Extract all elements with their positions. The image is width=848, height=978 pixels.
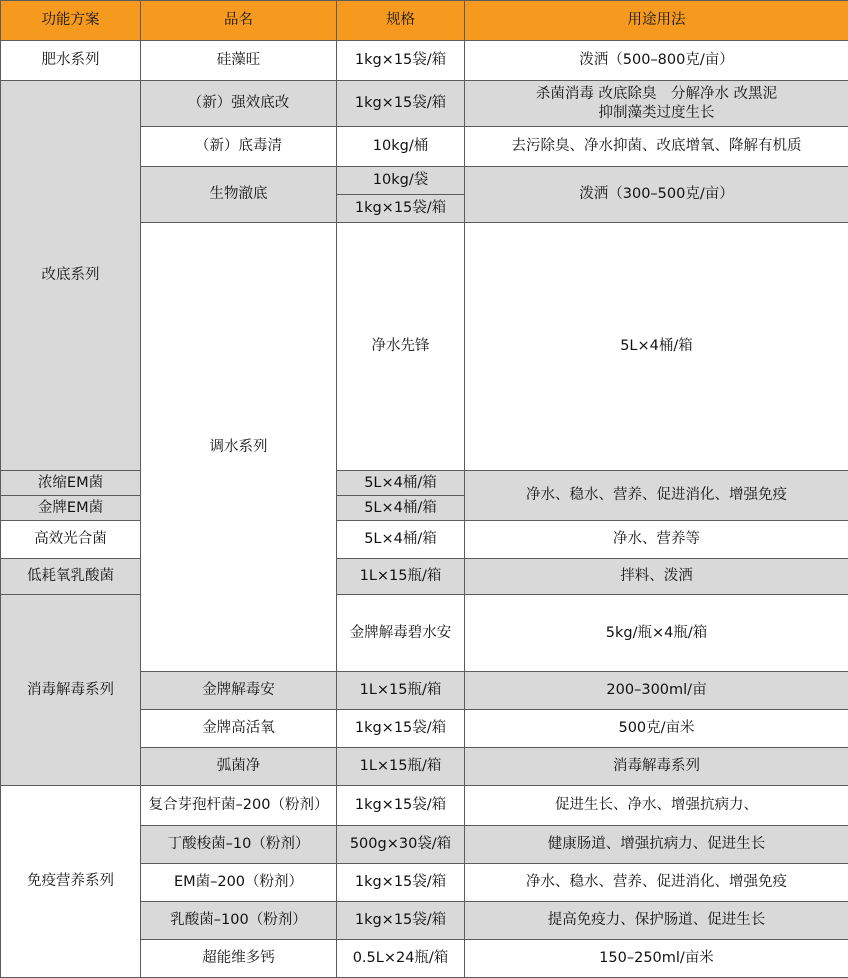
product-name: 复合芽孢杆菌–200（粉剂）	[141, 786, 337, 826]
product-usage: 净水、稳水、营养、促进消化、增强免疫	[465, 864, 848, 902]
product-name: （新）强效底改	[141, 81, 337, 127]
header-spec: 规格	[337, 1, 465, 41]
product-usage: 提高免疫力、保护肠道、促进生长	[465, 902, 848, 940]
product-spec: 1kg×15袋/箱	[337, 41, 465, 81]
product-name: 超能维多钙	[141, 940, 337, 978]
product-spec: 1kg×15袋/箱	[337, 81, 465, 127]
product-spec: 10kg/桶	[337, 127, 465, 167]
product-name: （新）底毒清	[141, 127, 337, 167]
product-usage: 净水、营养等	[465, 521, 848, 559]
product-spec: 1kg×15袋/箱	[337, 195, 465, 223]
table-row	[1, 786, 848, 826]
product-usage: 泼洒（500–800克/亩）	[465, 41, 848, 81]
product-usage: 健康肠道、增强抗病力、促进生长	[465, 826, 848, 864]
table-row	[1, 41, 848, 81]
table-row	[1, 521, 848, 559]
category-cell: 消毒解毒系列	[1, 595, 141, 786]
table-row	[1, 595, 848, 672]
product-name: 生物澈底	[141, 167, 337, 223]
product-name: 金牌高活氧	[141, 710, 337, 748]
product-name: 浓缩EM菌	[1, 471, 141, 496]
product-spec: 1L×15瓶/箱	[337, 559, 465, 595]
product-usage: 去污除臭、净水抑菌、改底增氧、降解有机质	[465, 127, 848, 167]
product-name: 丁酸梭菌–10（粉剂）	[141, 826, 337, 864]
header-name: 品名	[141, 1, 337, 41]
product-name: 净水先锋	[337, 223, 465, 471]
header-category: 功能方案	[1, 1, 141, 41]
table-row	[1, 559, 848, 595]
category-cell: 调水系列	[141, 223, 337, 672]
usage-line: 抑制藻类过度生长	[469, 104, 844, 123]
product-name: EM菌–200（粉剂）	[141, 864, 337, 902]
product-usage: 150–250ml/亩米	[465, 940, 848, 978]
table-row	[1, 81, 848, 127]
product-spec: 5L×4桶/箱	[337, 521, 465, 559]
product-usage: 净水、稳水、营养、促进消化、增强免疫	[465, 471, 848, 521]
product-spec: 5L×4桶/箱	[337, 471, 465, 496]
product-name: 低耗氧乳酸菌	[1, 559, 141, 595]
header-row	[1, 1, 848, 41]
usage-line: 杀菌消毒 改底除臭 分解净水 改黑泥	[469, 85, 844, 104]
header-usage: 用途用法	[465, 1, 848, 41]
product-name: 金牌解毒碧水安	[337, 595, 465, 672]
product-spec: 500g×30袋/箱	[337, 826, 465, 864]
product-spec: 1kg×15袋/箱	[337, 864, 465, 902]
product-name: 弧菌净	[141, 748, 337, 786]
product-usage: 泼洒（300–500克/亩）	[465, 167, 848, 223]
product-spec: 5L×4桶/箱	[337, 496, 465, 521]
category-cell: 免疫营养系列	[1, 786, 141, 978]
product-name: 乳酸菌–100（粉剂）	[141, 902, 337, 940]
product-usage: 消毒解毒系列	[465, 748, 848, 786]
product-spec: 10kg/袋	[337, 167, 465, 195]
product-spec: 5kg/瓶×4瓶/箱	[465, 595, 848, 672]
product-spec: 1kg×15袋/箱	[337, 710, 465, 748]
product-name: 硅藻旺	[141, 41, 337, 81]
product-name: 金牌EM菌	[1, 496, 141, 521]
product-usage: 拌料、泼洒	[465, 559, 848, 595]
product-name: 金牌解毒安	[141, 672, 337, 710]
product-spec: 5L×4桶/箱	[465, 223, 848, 471]
product-usage	[465, 81, 848, 127]
product-spec: 0.5L×24瓶/箱	[337, 940, 465, 978]
product-spec: 1kg×15袋/箱	[337, 786, 465, 826]
product-usage: 促进生长、净水、增强抗病力、	[465, 786, 848, 826]
category-cell: 肥水系列	[1, 41, 141, 81]
product-usage: 200–300ml/亩	[465, 672, 848, 710]
product-spec: 1L×15瓶/箱	[337, 672, 465, 710]
table-row	[1, 471, 848, 496]
product-usage: 500克/亩米	[465, 710, 848, 748]
product-spec: 1kg×15袋/箱	[337, 902, 465, 940]
product-spec: 1L×15瓶/箱	[337, 748, 465, 786]
product-name: 高效光合菌	[1, 521, 141, 559]
category-cell: 改底系列	[1, 81, 141, 471]
